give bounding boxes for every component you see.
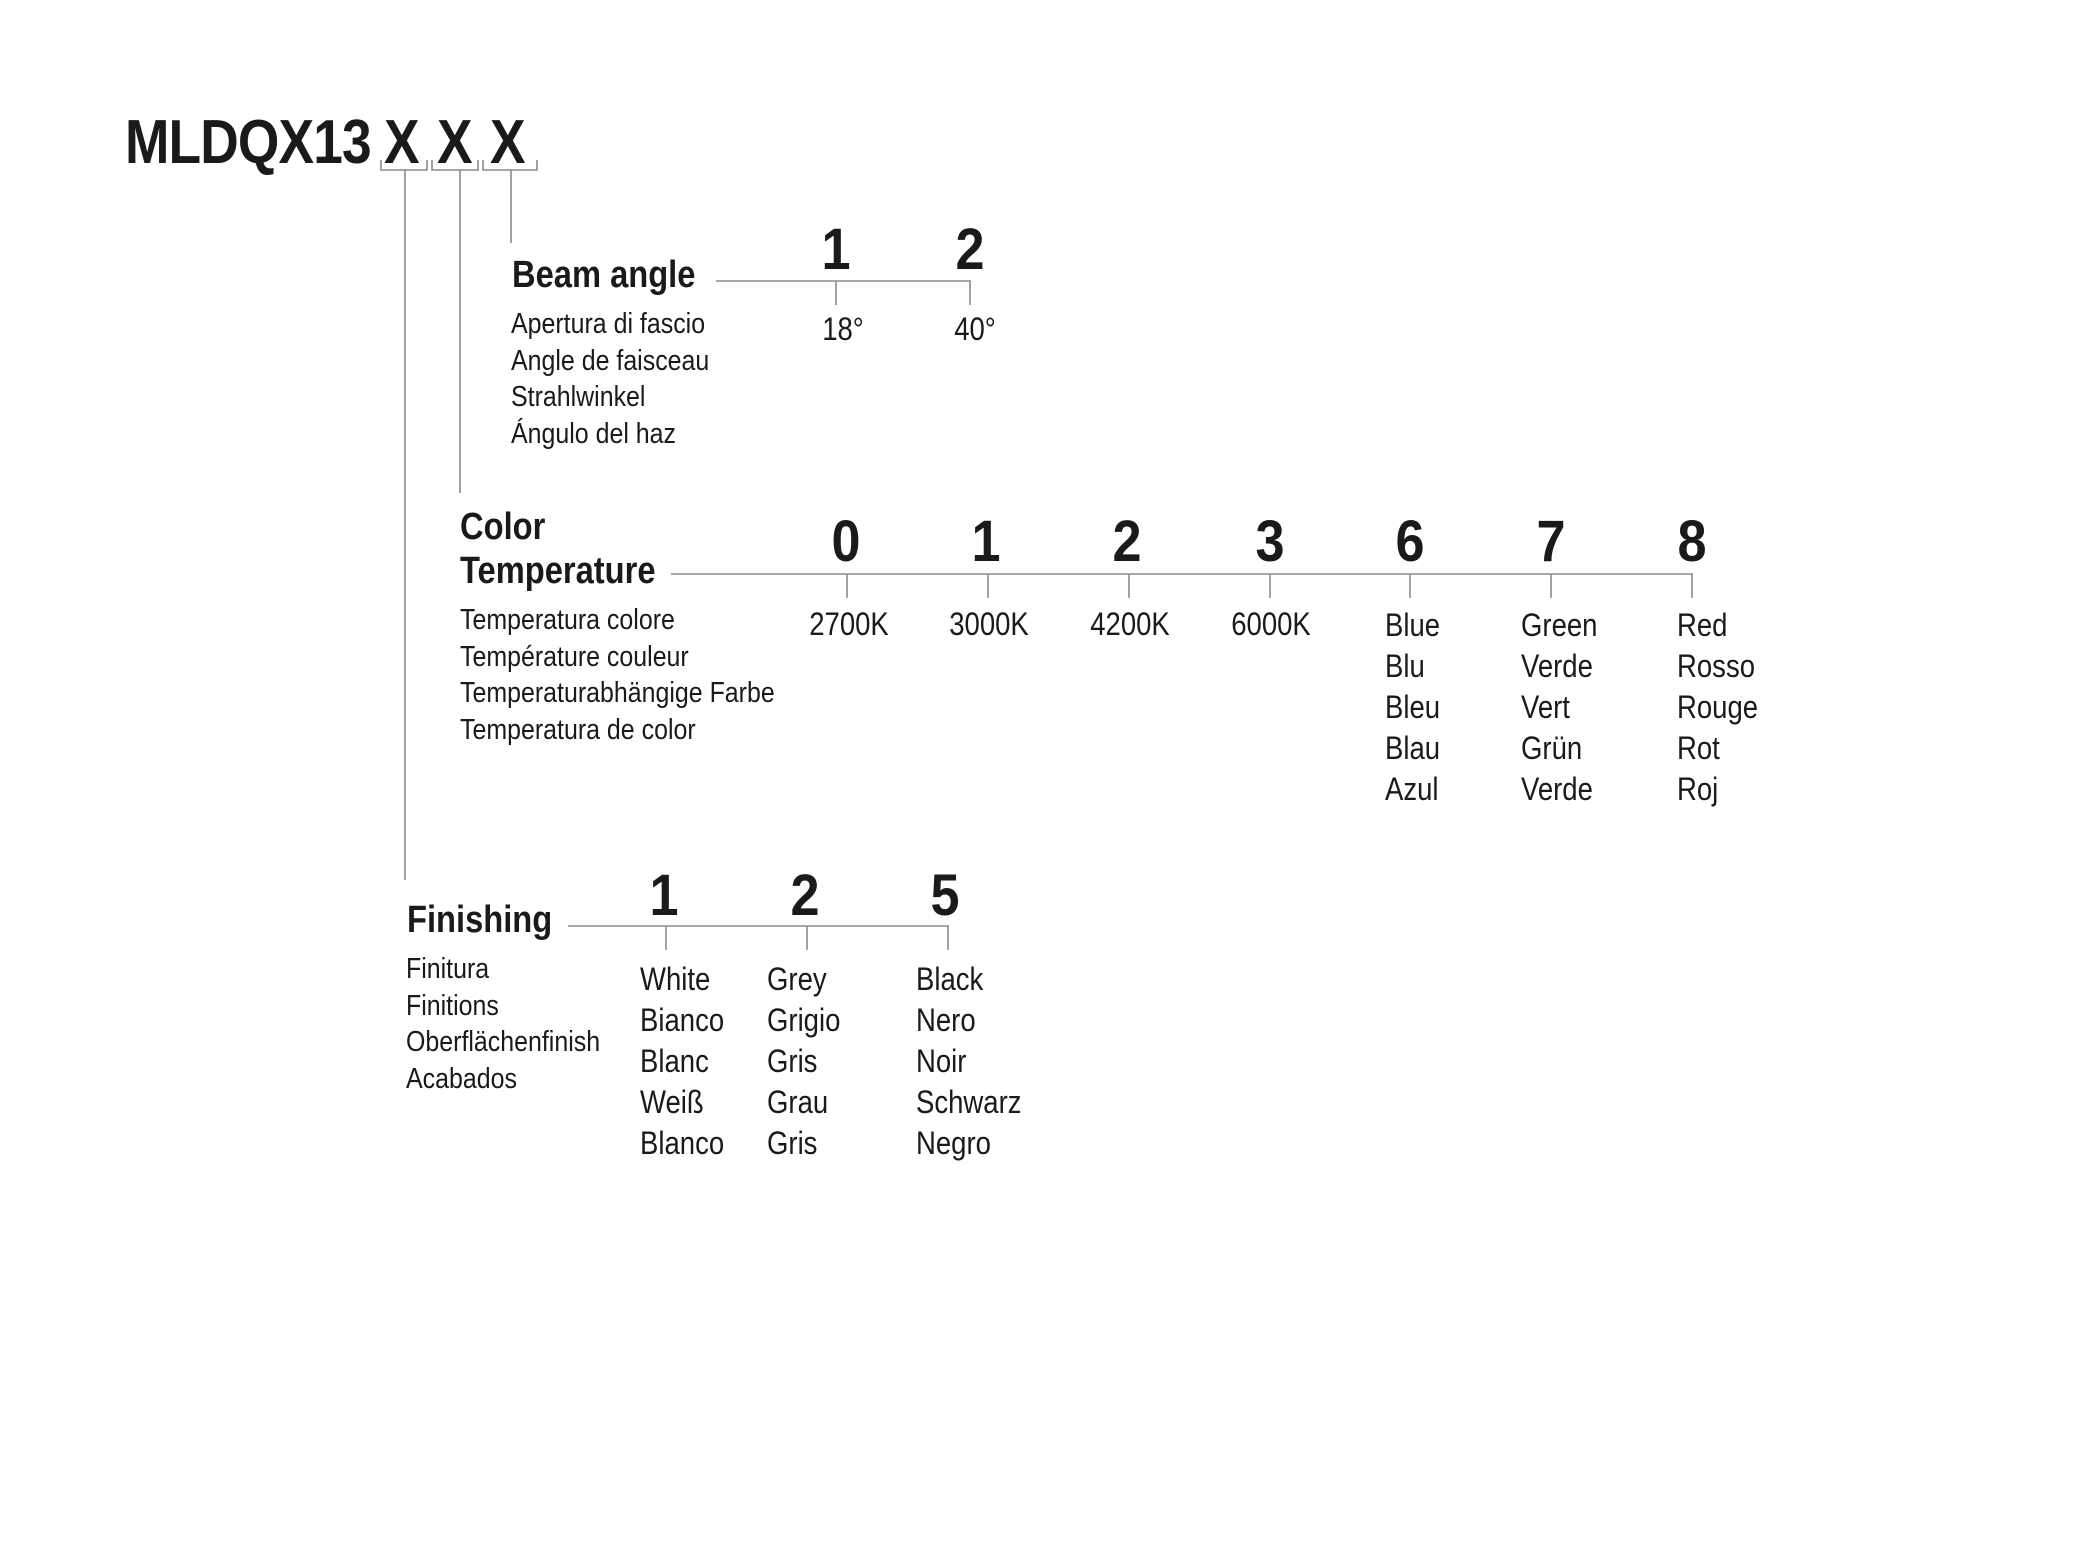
color-temp-translation-de: Temperaturabhängige Farbe xyxy=(460,677,775,709)
color-temp-blue-en: Blue xyxy=(1385,607,1441,643)
color-temp-translation-es: Temperatura de color xyxy=(460,713,696,746)
color-temp-translation-it: Temperatura colore xyxy=(460,604,675,636)
color-temp-list-green xyxy=(1521,605,1597,810)
finishing-grey-en: Grey xyxy=(767,961,827,997)
code-placeholder-1: X xyxy=(384,108,419,177)
beam-angle-value-1: 18° xyxy=(822,311,864,347)
beam-angle-value-2: 40° xyxy=(954,311,996,347)
color-temp-green-en: Green xyxy=(1521,607,1598,643)
finishing-translations xyxy=(406,951,600,1097)
color-temp-code-0: 0 xyxy=(831,509,861,574)
beam-angle-code-2: 2 xyxy=(955,217,985,282)
beam-angle-translation-fr: Angle de faisceau xyxy=(511,344,710,377)
color-temp-green-it: Verde xyxy=(1521,648,1593,684)
finishing-black-de: Schwarz xyxy=(916,1084,1022,1120)
finishing-white-de: Weiß xyxy=(640,1084,704,1120)
color-temp-code-8: 8 xyxy=(1677,509,1707,574)
finishing-code-1: 1 xyxy=(649,863,679,928)
beam-angle-translation-it: Apertura di fascio xyxy=(511,308,706,340)
color-temp-red-it: Rosso xyxy=(1677,648,1756,684)
code-placeholder-3: X xyxy=(490,108,525,177)
color-temp-value-2700k: 2700K xyxy=(809,606,889,642)
finishing-white-en: White xyxy=(640,961,711,997)
finishing-grey-es: Gris xyxy=(767,1125,818,1161)
color-temp-code-2: 2 xyxy=(1112,509,1142,574)
beam-angle-code-1: 1 xyxy=(821,217,851,282)
color-temp-list-red xyxy=(1677,605,1758,810)
color-temp-translations xyxy=(460,602,775,748)
finishing-grey-it: Grigio xyxy=(767,1002,841,1038)
color-temp-blue-fr: Bleu xyxy=(1385,689,1441,725)
color-temp-red-fr: Rouge xyxy=(1677,689,1759,725)
finishing-grey-de: Grau xyxy=(767,1084,829,1120)
finishing-white-fr: Blanc xyxy=(640,1043,709,1079)
color-temp-green-fr: Vert xyxy=(1521,689,1570,725)
color-temp-code-7: 7 xyxy=(1536,509,1566,574)
color-temp-value-3000k: 3000K xyxy=(949,606,1029,642)
finishing-code-5: 5 xyxy=(930,863,960,928)
color-temp-value-6000k: 6000K xyxy=(1231,606,1311,642)
finishing-list-black xyxy=(916,959,1022,1164)
beam-angle-translation-es: Ángulo del haz xyxy=(511,417,677,450)
color-temp-green-es: Verde xyxy=(1521,771,1593,807)
finishing-list-white xyxy=(640,959,724,1164)
color-temp-red-en: Red xyxy=(1677,607,1728,643)
color-temp-blue-de: Blau xyxy=(1385,730,1441,766)
product-code-prefix: MLDQX13 xyxy=(125,108,371,177)
color-temp-list-blue xyxy=(1385,605,1440,810)
product-code xyxy=(125,107,371,178)
finishing-translation-de: Oberflächenfinish xyxy=(406,1026,601,1058)
finishing-translation-it: Finitura xyxy=(406,953,490,985)
finishing-grey-fr: Gris xyxy=(767,1043,818,1079)
color-temp-title-line2: Temperature xyxy=(460,550,656,592)
beam-angle-translations xyxy=(511,306,709,452)
color-temp-value-4200k: 4200K xyxy=(1090,606,1170,642)
color-temp-translation-fr: Température couleur xyxy=(460,640,689,673)
finishing-code-2: 2 xyxy=(790,863,820,928)
beam-angle-translation-de: Strahlwinkel xyxy=(511,381,646,413)
finishing-black-fr: Noir xyxy=(916,1043,967,1079)
finishing-translation-fr: Finitions xyxy=(406,989,499,1022)
color-temp-red-es: Roj xyxy=(1677,771,1719,807)
color-temp-green-de: Grün xyxy=(1521,730,1583,766)
code-placeholder-2: X xyxy=(437,108,472,177)
color-temp-title-line1: Color xyxy=(460,506,546,548)
finishing-translation-es: Acabados xyxy=(406,1062,517,1095)
beam-angle-title: Beam angle xyxy=(512,254,696,296)
finishing-white-it: Bianco xyxy=(640,1002,725,1038)
finishing-white-es: Blanco xyxy=(640,1125,725,1161)
finishing-black-it: Nero xyxy=(916,1002,976,1038)
color-temp-red-de: Rot xyxy=(1677,730,1720,766)
color-temp-title xyxy=(460,505,656,593)
finishing-title: Finishing xyxy=(407,899,553,941)
finishing-black-es: Negro xyxy=(916,1125,991,1161)
color-temp-code-1: 1 xyxy=(971,509,1001,574)
finishing-list-grey xyxy=(767,959,840,1164)
color-temp-blue-es: Azul xyxy=(1385,771,1439,807)
color-temp-code-6: 6 xyxy=(1395,509,1425,574)
color-temp-blue-it: Blu xyxy=(1385,648,1425,684)
color-temp-code-3: 3 xyxy=(1255,509,1285,574)
finishing-black-en: Black xyxy=(916,961,984,997)
